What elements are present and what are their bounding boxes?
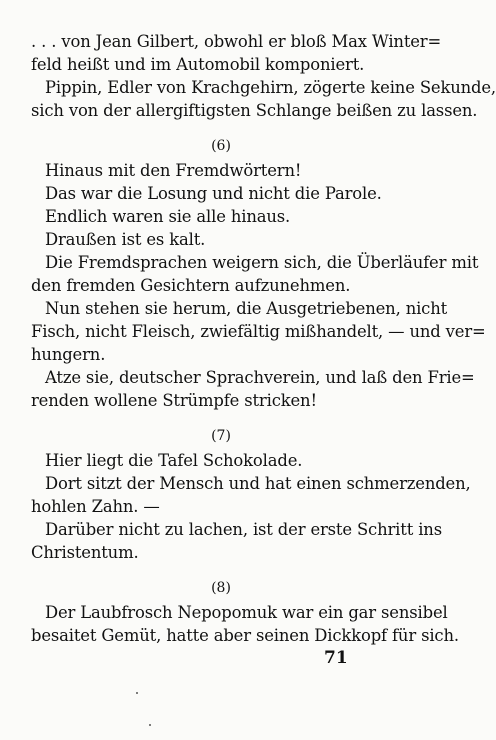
text-line: hungern.	[31, 345, 106, 364]
speck-mark	[149, 724, 151, 726]
text-line: Dort sitzt der Mensch und hat einen schmerzenden,	[45, 474, 471, 493]
text-line: sich von der allergiftigsten Schlange beißen zu lassen.	[31, 101, 478, 120]
text-line: Der Laubfrosch Nepopomuk war ein gar sensibel	[45, 603, 448, 622]
text-line: Hier liegt die Tafel Schokolade.	[45, 451, 303, 470]
text-line: Draußen ist es kalt.	[45, 230, 206, 249]
speck-mark	[136, 692, 138, 694]
page-body	[31, 30, 496, 647]
page-number: 71	[324, 648, 348, 668]
text-line: Darüber nicht zu lachen, ist der erste Schritt ins	[45, 520, 442, 539]
text-line: besaitet Gemüt, hatte aber seinen Dickkopf für sich.	[31, 626, 459, 645]
text-line: Nun stehen sie herum, die Ausgetriebenen, nicht	[45, 299, 448, 318]
section-number: (8)	[211, 580, 231, 596]
text-line: Endlich waren sie alle hinaus.	[45, 207, 291, 226]
text-line: Das war die Losung und nicht die Parole.	[45, 184, 382, 203]
text-line: . . . von Jean Gilbert, obwohl er bloß Max Winter=	[31, 32, 442, 51]
text-line: hohlen Zahn. —	[31, 497, 160, 516]
text-line: den fremden Gesichtern aufzunehmen.	[31, 276, 351, 295]
text-line: Die Fremdsprachen weigern sich, die Überläufer mit	[45, 253, 479, 272]
text-line: Atze sie, deutscher Sprachverein, und laß den Frie=	[45, 368, 475, 387]
text-line: Christentum.	[31, 543, 139, 562]
text-line: Pippin, Edler von Krachgehirn, zögerte keine Sekunde,	[45, 78, 496, 97]
text-line: Fisch, nicht Fleisch, zwiefältig mißhandelt, — und ver=	[31, 322, 486, 341]
text-line: Hinaus mit den Fremdwörtern!	[45, 161, 302, 180]
section-number: (7)	[211, 428, 231, 444]
text-line: renden wollene Strümpfe stricken!	[31, 391, 317, 410]
text-line: feld heißt und im Automobil komponiert.	[31, 55, 365, 74]
section-number: (6)	[211, 138, 231, 154]
